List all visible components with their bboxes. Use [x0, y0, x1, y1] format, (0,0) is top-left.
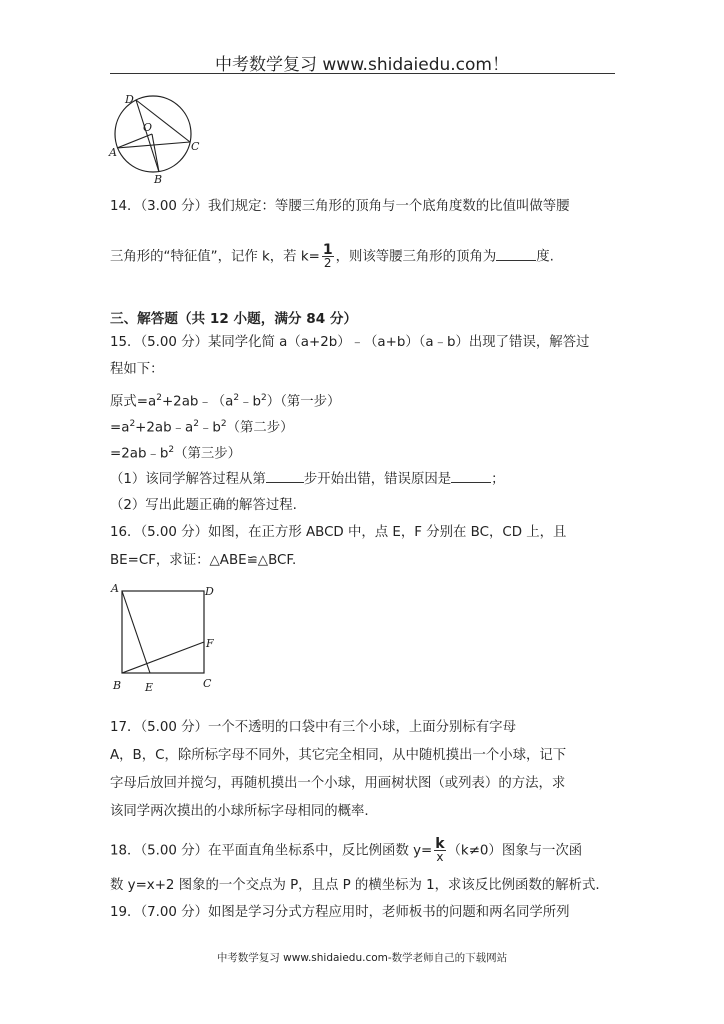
- label-b: B: [154, 173, 163, 186]
- q18-line1-post: （k≠0）图象与一次函: [447, 843, 583, 859]
- q18-line1-pre: 18．（5.00 分）在平面直角坐标系中，反比例函数 y=: [110, 843, 433, 859]
- q14-fraction: [322, 244, 334, 269]
- q15-step2-pre: =a: [110, 420, 130, 436]
- segment-a-e: [122, 591, 150, 673]
- q14-line2-post: ，则该等腰三角形的顶角为: [335, 249, 497, 265]
- q15-sub1-mid: 步开始出错，错误原因是: [303, 472, 452, 487]
- sup-2: 2: [156, 393, 162, 403]
- page-header-title: 中考数学复习 www.shidaiedu.com！: [215, 55, 509, 75]
- label-a: A: [109, 146, 117, 159]
- q18-frac-num: k: [435, 836, 445, 852]
- q15-step1-mid2: ﹣b: [239, 394, 262, 410]
- label-d: D: [205, 585, 214, 598]
- label-d: D: [125, 93, 134, 106]
- q15-step1-pre: 原式=a: [110, 394, 157, 410]
- circle-figure: [108, 90, 208, 186]
- q14-frac-num: 1: [322, 242, 333, 258]
- sup-2: 2: [193, 419, 199, 429]
- q19-line1: 19．（7.00 分）如图是学习分式方程应用时，老师板书的问题和两名同学所列: [110, 905, 570, 920]
- q15-line1: 15．（5.00 分）某同学化简 a（a+2b）﹣（a+b）（a﹣b）出现了错误，解答过: [110, 335, 590, 350]
- q15-reason-blank[interactable]: [451, 468, 491, 483]
- label-e: E: [145, 681, 154, 694]
- q17-line1: 17．（5.00 分）一个不透明的口袋中有三个小球，上面分别标有字母: [110, 720, 516, 735]
- q18-fraction: [434, 838, 445, 863]
- square-abcd: [122, 591, 204, 673]
- square-figure: [108, 579, 220, 697]
- q14-line2: [110, 244, 554, 269]
- q15-step2-mid2: ﹣b: [198, 420, 221, 436]
- q15-sub1-post: ；: [491, 472, 505, 487]
- q17-line2: A，B，C，除所标字母不同外，其它完全相同，从中随机摸出一个小球，记下: [110, 748, 567, 763]
- q15-step-blank[interactable]: [266, 468, 304, 483]
- q16-line1: 16．（5.00 分）如图，在正方形 ABCD 中，点 E，F 分别在 BC，CD 上，且: [110, 525, 567, 540]
- label-f: F: [206, 637, 214, 650]
- label-o: O: [143, 121, 153, 134]
- q18-frac-den: x: [436, 850, 444, 864]
- q15-sub1-pre: （1）该同学解答过程从第: [110, 472, 266, 487]
- q15-step1-mid: +2ab﹣（a: [161, 394, 234, 410]
- q15-step1: [110, 388, 340, 412]
- q18-line1: [110, 838, 582, 863]
- sup-2: 2: [261, 393, 267, 403]
- q15-step2: [110, 414, 294, 438]
- page-footer: 中考数学复习 www.shidaiedu.com-数学老师自己的下载网站: [216, 952, 508, 964]
- sup-2: 2: [168, 445, 175, 455]
- q15-sub2: （2）写出此题正确的解答过程.: [110, 498, 297, 513]
- q15-step3-post: （第三步）: [174, 446, 242, 462]
- q17-line4: 该同学两次摸出的小球所标字母相同的概率.: [110, 804, 369, 819]
- sup-2: 2: [220, 419, 227, 429]
- q14-line1: 14．（3.00 分）我们规定：等腰三角形的顶角与一个底角度数的比值叫做等腰: [110, 199, 570, 214]
- label-c: C: [203, 677, 212, 690]
- q18-line2: 数 y=x+2 图象的一个交点为 P，且点 P 的横坐标为 1，求该反比例函数的解析式.: [110, 878, 600, 893]
- q14-line2-end: 度.: [536, 249, 554, 265]
- q15-sub1: [110, 468, 505, 490]
- q14-frac-den: 2: [323, 256, 332, 270]
- q14-answer-blank[interactable]: [496, 246, 536, 261]
- segment-b-f: [122, 642, 204, 673]
- header-rule: [110, 73, 615, 74]
- label-c: C: [191, 140, 200, 153]
- sup-2: 2: [129, 419, 136, 429]
- q15-step3: [110, 440, 241, 464]
- label-b: B: [113, 679, 122, 692]
- section3-title: 三、解答题（共 12 小题，满分 84 分）: [110, 311, 358, 327]
- q15-step1-post: ）（第一步）: [266, 394, 341, 410]
- q17-line3: 字母后放回并搅匀，再随机摸出一个小球，用画树状图（或列表）的方法，求: [110, 776, 566, 791]
- q16-line2: BE=CF，求证：△ABE≌△BCF.: [110, 553, 297, 568]
- q14-line2-pre: 三角形的“特征值”，记作 k，若 k=: [110, 249, 320, 265]
- q15-step2-post: （第二步）: [226, 420, 294, 436]
- q15-step3-pre: =2ab﹣b: [110, 446, 169, 462]
- q15-step2-mid: +2ab﹣a: [135, 420, 194, 436]
- sup-2: 2: [233, 393, 240, 403]
- q15-line2: 程如下：: [110, 362, 164, 377]
- label-a: A: [111, 582, 119, 595]
